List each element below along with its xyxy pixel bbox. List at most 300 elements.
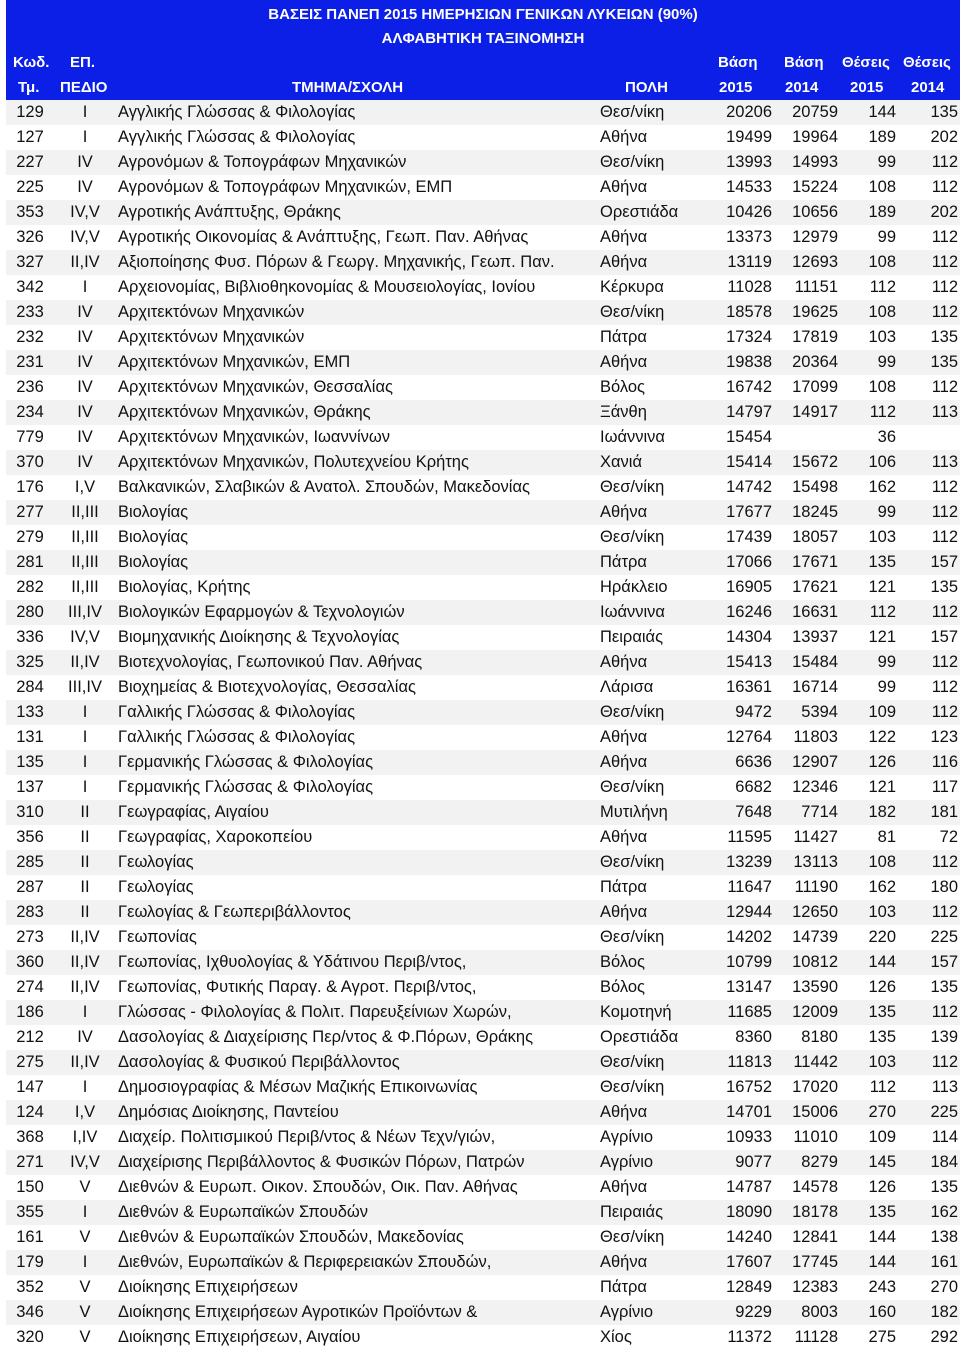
field-code-cell: IV,V <box>54 225 116 250</box>
dept-code-cell: 227 <box>6 150 54 175</box>
dept-name-cell: Διεθνών, Ευρωπαϊκών & Περιφερειακών Σπουδών, <box>116 1250 600 1275</box>
places-2014-cell: 181 <box>896 800 960 825</box>
city-cell: Κομοτηνή <box>600 1000 710 1025</box>
places-2015-cell: 108 <box>838 300 896 325</box>
base-2014-cell: 13113 <box>772 850 838 875</box>
city-cell: Κέρκυρα <box>600 275 710 300</box>
places-2014-cell: 112 <box>896 250 960 275</box>
dept-code-cell: 279 <box>6 525 54 550</box>
dept-name-cell: Αρχιτεκτόνων Μηχανικών, Πολυτεχνείου Κρήτης <box>116 450 600 475</box>
city-cell: Αθήνα <box>600 500 710 525</box>
base-2014-cell: 17671 <box>772 550 838 575</box>
base-2014-cell: 18245 <box>772 500 838 525</box>
base-2014-cell: 20364 <box>772 350 838 375</box>
dept-name-cell: Αγρονόμων & Τοπογράφων Μηχανικών <box>116 150 600 175</box>
places-2014-cell: 157 <box>896 550 960 575</box>
field-code-cell: I,V <box>54 1100 116 1125</box>
base-2014-cell: 14917 <box>772 400 838 425</box>
col-field-bottom: ΠΕΔΙΟ <box>60 79 108 96</box>
places-2015-cell: 270 <box>838 1100 896 1125</box>
dept-name-cell: Γεωλογίας & Γεωπεριβάλλοντος <box>116 900 600 925</box>
field-code-cell: II <box>54 875 116 900</box>
dept-code-cell: 779 <box>6 425 54 450</box>
dept-code-cell: 176 <box>6 475 54 500</box>
base-2014-cell <box>772 425 838 450</box>
field-code-cell: IV,V <box>54 200 116 225</box>
city-cell: Αγρίνιο <box>600 1300 710 1325</box>
field-code-cell: V <box>54 1325 116 1350</box>
dept-code-cell: 234 <box>6 400 54 425</box>
dept-code-cell: 287 <box>6 875 54 900</box>
field-code-cell: V <box>54 1300 116 1325</box>
base-2015-cell: 18578 <box>710 300 772 325</box>
places-2015-cell: 112 <box>838 275 896 300</box>
base-2014-cell: 17745 <box>772 1250 838 1275</box>
col-base2014-bottom: 2014 <box>785 79 819 96</box>
places-2014-cell: 135 <box>896 1175 960 1200</box>
table-row <box>6 250 960 275</box>
table-row <box>6 125 960 150</box>
col-places2015-top: Θέσεις <box>842 54 890 71</box>
base-2014-cell: 15672 <box>772 450 838 475</box>
base-2014-cell: 17621 <box>772 575 838 600</box>
places-2015-cell: 112 <box>838 1075 896 1100</box>
col-code-top: Κωδ. <box>13 54 50 71</box>
city-cell: Λάρισα <box>600 675 710 700</box>
dept-code-cell: 236 <box>6 375 54 400</box>
places-2015-cell: 103 <box>838 525 896 550</box>
field-code-cell: II,IV <box>54 650 116 675</box>
dept-name-cell: Γεωπονίας, Φυτικής Παραγ. & Αγροτ. Περιβ/ντος, <box>116 975 600 1000</box>
field-code-cell: IV <box>54 400 116 425</box>
dept-name-cell: Αγγλικής Γλώσσας & Φιλολογίας <box>116 125 600 150</box>
places-2015-cell: 182 <box>838 800 896 825</box>
table-row <box>6 150 960 175</box>
field-code-cell: IV <box>54 425 116 450</box>
field-code-cell: II,III <box>54 575 116 600</box>
base-2015-cell: 11372 <box>710 1325 772 1350</box>
base-2014-cell: 7714 <box>772 800 838 825</box>
city-cell: Θεσ/νίκη <box>600 150 710 175</box>
table-row <box>6 1125 960 1150</box>
dept-code-cell: 320 <box>6 1325 54 1350</box>
table-row <box>6 900 960 925</box>
places-2015-cell: 121 <box>838 625 896 650</box>
places-2014-cell: 116 <box>896 750 960 775</box>
places-2014-cell: 135 <box>896 350 960 375</box>
table-row <box>6 1025 960 1050</box>
base-2014-cell: 17819 <box>772 325 838 350</box>
places-2014-cell: 112 <box>896 600 960 625</box>
table-row <box>6 375 960 400</box>
field-code-cell: II,IV <box>54 975 116 1000</box>
city-cell: Θεσ/νίκη <box>600 850 710 875</box>
dept-code-cell: 310 <box>6 800 54 825</box>
base-2015-cell: 10799 <box>710 950 772 975</box>
dept-name-cell: Βιολογίας <box>116 500 600 525</box>
places-2014-cell: 113 <box>896 450 960 475</box>
base-2015-cell: 10933 <box>710 1125 772 1150</box>
dept-code-cell: 284 <box>6 675 54 700</box>
table-row <box>6 1100 960 1125</box>
places-2014-cell: 123 <box>896 725 960 750</box>
places-2015-cell: 160 <box>838 1300 896 1325</box>
table-row <box>6 725 960 750</box>
dept-name-cell: Αρχιτεκτόνων Μηχανικών, ΕΜΠ <box>116 350 600 375</box>
places-2015-cell: 99 <box>838 650 896 675</box>
field-code-cell: I <box>54 125 116 150</box>
dept-name-cell: Αξιοποίησης Φυσ. Πόρων & Γεωργ. Μηχανικής, Γεωπ. Παν. <box>116 250 600 275</box>
city-cell: Αθήνα <box>600 750 710 775</box>
base-2014-cell: 13590 <box>772 975 838 1000</box>
table-row <box>6 1250 960 1275</box>
city-cell: Αθήνα <box>600 175 710 200</box>
dept-name-cell: Δημόσιας Διοίκησης, Παντείου <box>116 1100 600 1125</box>
base-2015-cell: 6682 <box>710 775 772 800</box>
field-code-cell: IV <box>54 375 116 400</box>
table-row <box>6 950 960 975</box>
field-code-cell: III,IV <box>54 675 116 700</box>
dept-name-cell: Βιολογίας <box>116 550 600 575</box>
places-2014-cell: 202 <box>896 200 960 225</box>
base-2014-cell: 20759 <box>772 100 838 125</box>
field-code-cell: V <box>54 1175 116 1200</box>
city-cell: Θεσ/νίκη <box>600 700 710 725</box>
places-2015-cell: 126 <box>838 975 896 1000</box>
dept-name-cell: Γαλλικής Γλώσσας & Φιλολογίας <box>116 700 600 725</box>
dept-name-cell: Δασολογίας & Φυσικού Περιβάλλοντος <box>116 1050 600 1075</box>
places-2015-cell: 145 <box>838 1150 896 1175</box>
table-row <box>6 800 960 825</box>
places-2014-cell: 135 <box>896 975 960 1000</box>
places-2015-cell: 109 <box>838 700 896 725</box>
city-cell: Αθήνα <box>600 1250 710 1275</box>
places-2014-cell: 225 <box>896 925 960 950</box>
dept-code-cell: 124 <box>6 1100 54 1125</box>
dept-name-cell: Διαχείρισης Περιβάλλοντος & Φυσικών Πόρων, Πατρών <box>116 1150 600 1175</box>
base-2015-cell: 12944 <box>710 900 772 925</box>
dept-code-cell: 368 <box>6 1125 54 1150</box>
base-2014-cell: 8279 <box>772 1150 838 1175</box>
city-cell: Αθήνα <box>600 1100 710 1125</box>
table-row <box>6 1225 960 1250</box>
places-2014-cell: 135 <box>896 100 960 125</box>
field-code-cell: IV <box>54 300 116 325</box>
dept-name-cell: Αρχιτεκτόνων Μηχανικών, Θράκης <box>116 400 600 425</box>
places-2014-cell: 112 <box>896 175 960 200</box>
base-2015-cell: 7648 <box>710 800 772 825</box>
places-2014-cell: 112 <box>896 850 960 875</box>
places-2015-cell: 106 <box>838 450 896 475</box>
city-cell: Αθήνα <box>600 725 710 750</box>
places-2015-cell: 275 <box>838 1325 896 1350</box>
dept-code-cell: 131 <box>6 725 54 750</box>
places-2014-cell: 184 <box>896 1150 960 1175</box>
city-cell: Πειραιάς <box>600 1200 710 1225</box>
places-2014-cell: 112 <box>896 275 960 300</box>
base-2014-cell: 12979 <box>772 225 838 250</box>
col-base2015-bottom: 2015 <box>719 79 753 96</box>
city-cell: Θεσ/νίκη <box>600 1050 710 1075</box>
results-table-body <box>6 100 960 1350</box>
dept-code-cell: 355 <box>6 1200 54 1225</box>
dept-code-cell: 336 <box>6 625 54 650</box>
places-2015-cell: 162 <box>838 475 896 500</box>
field-code-cell: V <box>54 1225 116 1250</box>
base-2014-cell: 14578 <box>772 1175 838 1200</box>
base-2015-cell: 15413 <box>710 650 772 675</box>
base-2014-cell: 12650 <box>772 900 838 925</box>
base-2015-cell: 13373 <box>710 225 772 250</box>
dept-name-cell: Διεθνών & Ευρωπ. Οικον. Σπουδών, Οικ. Παν. Αθήνας <box>116 1175 600 1200</box>
city-cell: Αθήνα <box>600 350 710 375</box>
dept-name-cell: Διοίκησης Επιχειρήσεων, Αιγαίου <box>116 1325 600 1350</box>
field-code-cell: III,IV <box>54 600 116 625</box>
field-code-cell: II,III <box>54 525 116 550</box>
dept-code-cell: 346 <box>6 1300 54 1325</box>
base-2014-cell: 19964 <box>772 125 838 150</box>
field-code-cell: IV,V <box>54 1150 116 1175</box>
places-2015-cell: 36 <box>838 425 896 450</box>
base-2015-cell: 14202 <box>710 925 772 950</box>
places-2015-cell: 109 <box>838 1125 896 1150</box>
dept-name-cell: Βιοτεχνολογίας, Γεωπονικού Παν. Αθήνας <box>116 650 600 675</box>
table-row <box>6 100 960 125</box>
field-code-cell: I <box>54 750 116 775</box>
base-2014-cell: 19625 <box>772 300 838 325</box>
dept-code-cell: 150 <box>6 1175 54 1200</box>
field-code-cell: I <box>54 725 116 750</box>
base-2014-cell: 11442 <box>772 1050 838 1075</box>
city-cell: Πάτρα <box>600 875 710 900</box>
city-cell: Πάτρα <box>600 550 710 575</box>
base-2015-cell: 9229 <box>710 1300 772 1325</box>
city-cell: Χανιά <box>600 450 710 475</box>
dept-name-cell: Δημοσιογραφίας & Μέσων Μαζικής Επικοινωνίας <box>116 1075 600 1100</box>
dept-code-cell: 325 <box>6 650 54 675</box>
table-row <box>6 300 960 325</box>
dept-code-cell: 281 <box>6 550 54 575</box>
base-2015-cell: 9472 <box>710 700 772 725</box>
dept-code-cell: 271 <box>6 1150 54 1175</box>
dept-code-cell: 353 <box>6 200 54 225</box>
base-2014-cell: 16631 <box>772 600 838 625</box>
field-code-cell: IV <box>54 175 116 200</box>
places-2015-cell: 103 <box>838 325 896 350</box>
places-2015-cell: 135 <box>838 1200 896 1225</box>
table-row <box>6 675 960 700</box>
field-code-cell: IV <box>54 350 116 375</box>
base-2014-cell: 11151 <box>772 275 838 300</box>
base-2015-cell: 12849 <box>710 1275 772 1300</box>
dept-name-cell: Δασολογίας & Διαχείρισης Περ/ντος & Φ.Πόρων, Θράκης <box>116 1025 600 1050</box>
base-2015-cell: 9077 <box>710 1150 772 1175</box>
field-code-cell: IV <box>54 450 116 475</box>
places-2014-cell: 180 <box>896 875 960 900</box>
places-2014-cell: 112 <box>896 500 960 525</box>
dept-code-cell: 127 <box>6 125 54 150</box>
base-2015-cell: 8360 <box>710 1025 772 1050</box>
base-2014-cell: 14739 <box>772 925 838 950</box>
dept-code-cell: 232 <box>6 325 54 350</box>
table-header <box>6 0 960 100</box>
dept-name-cell: Διαχείρ. Πολιτισμικού Περιβ/ντος & Νέων Τεχν/γιών, <box>116 1125 600 1150</box>
base-2015-cell: 13147 <box>710 975 772 1000</box>
city-cell: Θεσ/νίκη <box>600 100 710 125</box>
places-2015-cell: 121 <box>838 775 896 800</box>
base-2014-cell: 17020 <box>772 1075 838 1100</box>
city-cell: Πειραιάς <box>600 625 710 650</box>
places-2015-cell: 144 <box>838 1250 896 1275</box>
dept-name-cell: Γεωλογίας <box>116 875 600 900</box>
places-2015-cell: 126 <box>838 1175 896 1200</box>
dept-name-cell: Γεωγραφίας, Αιγαίου <box>116 800 600 825</box>
places-2014-cell: 117 <box>896 775 960 800</box>
city-cell: Ιωάννινα <box>600 600 710 625</box>
base-2014-cell: 12907 <box>772 750 838 775</box>
field-code-cell: I <box>54 275 116 300</box>
page-title: ΒΑΣΕΙΣ ΠΑΝΕΠ 2015 ΗΜΕΡΗΣΙΩΝ ΓΕΝΙΚΩΝ ΛΥΚΕΙΩΝ (90%) <box>268 6 698 23</box>
field-code-cell: IV <box>54 325 116 350</box>
places-2014-cell: 157 <box>896 950 960 975</box>
dept-code-cell: 280 <box>6 600 54 625</box>
base-2015-cell: 14240 <box>710 1225 772 1250</box>
base-2015-cell: 14797 <box>710 400 772 425</box>
table-row <box>6 175 960 200</box>
base-2015-cell: 13239 <box>710 850 772 875</box>
results-table <box>6 100 960 1350</box>
city-cell: Αγρίνιο <box>600 1125 710 1150</box>
base-2015-cell: 16246 <box>710 600 772 625</box>
city-cell: Ξάνθη <box>600 400 710 425</box>
field-code-cell: V <box>54 1275 116 1300</box>
base-2014-cell: 8003 <box>772 1300 838 1325</box>
dept-name-cell: Αρχειονομίας, Βιβλιοθηκονομίας & Μουσειολογίας, Ιονίου <box>116 275 600 300</box>
base-2014-cell: 12693 <box>772 250 838 275</box>
base-2014-cell: 12346 <box>772 775 838 800</box>
city-cell: Θεσ/νίκη <box>600 925 710 950</box>
dept-name-cell: Γεωλογίας <box>116 850 600 875</box>
city-cell: Βόλος <box>600 950 710 975</box>
table-row <box>6 225 960 250</box>
field-code-cell: II <box>54 800 116 825</box>
base-2015-cell: 16361 <box>710 675 772 700</box>
base-2015-cell: 16752 <box>710 1075 772 1100</box>
dept-name-cell: Γεωπονίας <box>116 925 600 950</box>
base-2014-cell: 11128 <box>772 1325 838 1350</box>
places-2014-cell: 139 <box>896 1025 960 1050</box>
dept-name-cell: Αγγλικής Γλώσσας & Φιλολογίας <box>116 100 600 125</box>
field-code-cell: I <box>54 1200 116 1225</box>
places-2015-cell: 99 <box>838 500 896 525</box>
places-2015-cell: 122 <box>838 725 896 750</box>
dept-code-cell: 129 <box>6 100 54 125</box>
base-2015-cell: 11647 <box>710 875 772 900</box>
col-field-top: ΕΠ. <box>70 54 96 71</box>
dept-code-cell: 147 <box>6 1075 54 1100</box>
base-2014-cell: 12383 <box>772 1275 838 1300</box>
places-2015-cell: 112 <box>838 600 896 625</box>
dept-name-cell: Βιοχημείας & Βιοτεχνολογίας, Θεσσαλίας <box>116 675 600 700</box>
table-row <box>6 350 960 375</box>
city-cell: Ορεστιάδα <box>600 1025 710 1050</box>
table-row <box>6 400 960 425</box>
field-code-cell: I <box>54 1000 116 1025</box>
places-2015-cell: 189 <box>838 200 896 225</box>
city-cell: Θεσ/νίκη <box>600 775 710 800</box>
field-code-cell: I <box>54 775 116 800</box>
base-2014-cell: 17099 <box>772 375 838 400</box>
dept-code-cell: 186 <box>6 1000 54 1025</box>
base-2014-cell: 11803 <box>772 725 838 750</box>
places-2014-cell: 202 <box>896 125 960 150</box>
city-cell: Αθήνα <box>600 650 710 675</box>
dept-code-cell: 212 <box>6 1025 54 1050</box>
dept-name-cell: Γερμανικής Γλώσσας & Φιλολογίας <box>116 750 600 775</box>
dept-code-cell: 283 <box>6 900 54 925</box>
table-row <box>6 450 960 475</box>
places-2015-cell: 135 <box>838 550 896 575</box>
city-cell: Αθήνα <box>600 125 710 150</box>
dept-code-cell: 133 <box>6 700 54 725</box>
places-2014-cell: 72 <box>896 825 960 850</box>
table-row <box>6 200 960 225</box>
field-code-cell: I,V <box>54 475 116 500</box>
table-row <box>6 525 960 550</box>
dept-code-cell: 285 <box>6 850 54 875</box>
places-2014-cell: 112 <box>896 675 960 700</box>
dept-code-cell: 327 <box>6 250 54 275</box>
city-cell: Ορεστιάδα <box>600 200 710 225</box>
places-2015-cell: 121 <box>838 575 896 600</box>
dept-code-cell: 342 <box>6 275 54 300</box>
city-cell: Αθήνα <box>600 825 710 850</box>
dept-name-cell: Αρχιτεκτόνων Μηχανικών, Θεσσαλίας <box>116 375 600 400</box>
base-2015-cell: 11028 <box>710 275 772 300</box>
city-cell: Αθήνα <box>600 900 710 925</box>
dept-name-cell: Διεθνών & Ευρωπαϊκών Σπουδών, Μακεδονίας <box>116 1225 600 1250</box>
table-row <box>6 1275 960 1300</box>
places-2015-cell: 220 <box>838 925 896 950</box>
dept-code-cell: 275 <box>6 1050 54 1075</box>
places-2014-cell: 112 <box>896 300 960 325</box>
base-2014-cell: 15498 <box>772 475 838 500</box>
field-code-cell: IV,V <box>54 625 116 650</box>
field-code-cell: II,IV <box>54 250 116 275</box>
places-2015-cell: 108 <box>838 175 896 200</box>
places-2014-cell: 292 <box>896 1325 960 1350</box>
table-row <box>6 275 960 300</box>
dept-name-cell: Αρχιτεκτόνων Μηχανικών <box>116 300 600 325</box>
dept-name-cell: Γεωγραφίας, Χαροκοπείου <box>116 825 600 850</box>
city-cell: Μυτιλήνη <box>600 800 710 825</box>
dept-name-cell: Γεωπονίας, Ιχθυολογίας & Υδάτινου Περιβ/ντος, <box>116 950 600 975</box>
field-code-cell: II <box>54 850 116 875</box>
page-subtitle: ΑΛΦΑΒΗΤΙΚΗ ΤΑΞΙΝΟΜΗΣΗ <box>381 30 585 47</box>
table-row <box>6 625 960 650</box>
field-code-cell: I <box>54 1075 116 1100</box>
col-places2014-top: Θέσεις <box>903 54 951 71</box>
base-2015-cell: 15454 <box>710 425 772 450</box>
places-2014-cell: 112 <box>896 525 960 550</box>
places-2015-cell: 144 <box>838 950 896 975</box>
base-2014-cell: 15006 <box>772 1100 838 1125</box>
dept-code-cell: 231 <box>6 350 54 375</box>
city-cell: Θεσ/νίκη <box>600 300 710 325</box>
dept-code-cell: 277 <box>6 500 54 525</box>
col-code-bottom: Τμ. <box>18 79 40 96</box>
table-row <box>6 325 960 350</box>
